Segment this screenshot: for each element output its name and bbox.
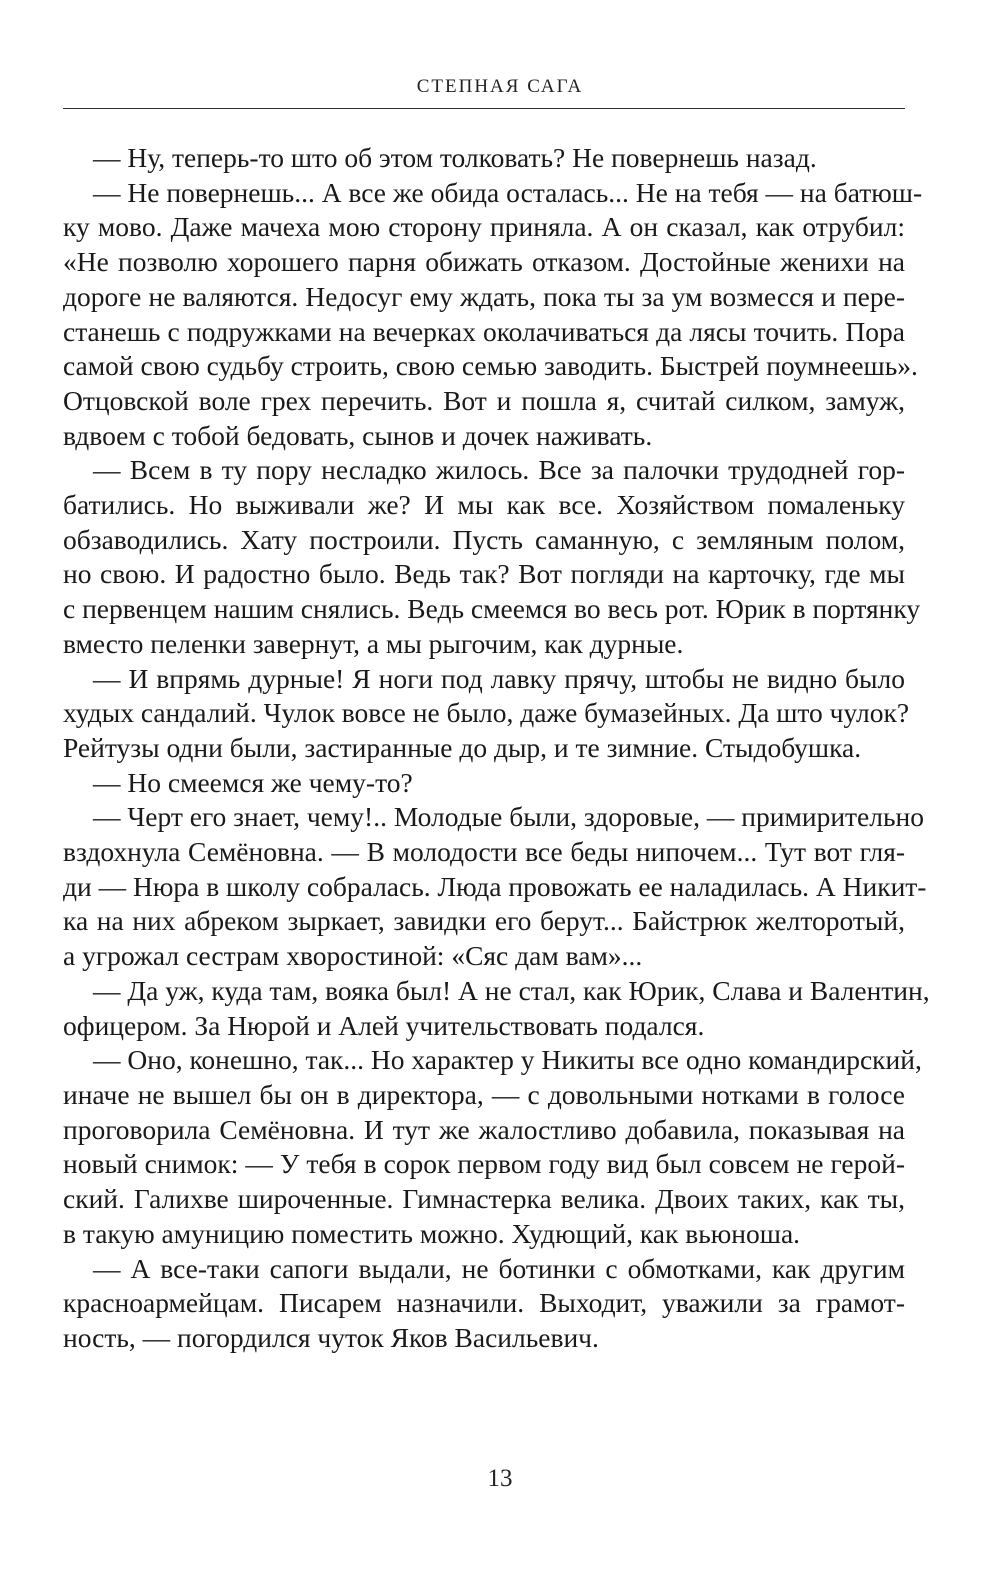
text-line: — Да уж, куда там, вояка был! А не стал, как Юрик, Слава и Валентин, — [93, 974, 930, 1006]
running-title: СТЕПНАЯ САГА — [416, 76, 584, 97]
text-line: иначе не вышел бы он в директора, — с довольными нотками в голосе — [63, 1078, 905, 1110]
paragraph — [63, 141, 905, 176]
text-line: красноармейцам. Писарем назначили. Выходит, уважили за грамот- — [63, 1287, 905, 1319]
text-line: — И впрямь дурные! Я ноги под лавку прячу, штобы не видно было — [93, 662, 905, 694]
text-line: дороге не валяются. Недосуг ему ждать, пока ты за ум возмесся и пере- — [63, 280, 905, 312]
text-line: с первенцем нашим снялись. Ведь смеемся во весь рот. Юрик в портянку — [63, 593, 921, 625]
paragraph — [63, 800, 927, 974]
text-line: ди — Нюра в школу собралась. Люда провожать ее наладилась. А Никит- — [63, 870, 927, 902]
text-line: — Не повернешь... А все же обида осталась... Не на тебя — на батюш- — [93, 176, 923, 208]
text-line: — Оно, конешно, так... Но характер у Никиты все одно командирский, — [93, 1044, 922, 1076]
paragraph — [63, 176, 923, 454]
paragraph — [63, 453, 921, 661]
text-line: станешь с подружками на вечерках околачиваться да лясы точить. Пора — [63, 315, 905, 347]
text-line: «Не позволю хорошего парня обижать отказом. Достойные женихи на — [63, 246, 905, 278]
paragraph — [63, 1043, 922, 1251]
text-line: Рейтузы одни были, застиранные до дыр, и те зимние. Стыдобушка. — [63, 731, 862, 763]
paragraph — [63, 766, 905, 801]
text-line: обзаводились. Хату построили. Пусть саманную, с земляным полом, — [63, 523, 905, 555]
text-line: ский. Галихве широченные. Гимнастерка велика. Двоих таких, как ты, — [63, 1183, 905, 1215]
paragraph — [63, 1252, 905, 1356]
page-number: 13 — [487, 1465, 513, 1492]
text-line: — Всем в ту пору несладко жилось. Все за палочки трудодней гор- — [93, 454, 905, 486]
text-line: в такую амуницию поместить можно. Худющий, как вьюноша. — [63, 1217, 801, 1249]
text-line: батились. Но выживали же? И мы как все. Хозяйством помаленьку — [63, 489, 905, 521]
body-text — [63, 141, 930, 1356]
text-line: но свою. И радостно было. Ведь так? Вот погляди на карточку, где мы — [63, 558, 905, 590]
header-rule — [63, 108, 905, 109]
text-line: — Ну, теперь-то што об этом толковать? Не повернешь назад. — [93, 142, 817, 173]
text-line: самой свою судьбу строить, свою семью заводить. Быстрей поумнеешь». — [63, 350, 918, 382]
paragraph — [63, 974, 930, 1043]
text-line: вместо пеленки завернут, а мы рыгочим, как дурные. — [63, 627, 684, 659]
text-line: ность, — погордился чуток Яков Васильевич. — [63, 1321, 599, 1353]
text-line: — А все-таки сапоги выдали, не ботинки с обмотками, как другим — [93, 1252, 905, 1284]
text-line: проговорила Семёновна. И тут же жалостливо добавила, показывая на — [63, 1113, 905, 1145]
paragraph — [63, 662, 910, 766]
text-line: — Черт его знает, чему!.. Молодые были, здоровые, — примирительно — [93, 801, 924, 833]
text-line: худых сандалий. Чулок вовсе не было, даже бумазейных. Да што чулок? — [63, 697, 910, 729]
text-line: Отцовской воле грех перечить. Вот и пошла я, считай силком, замуж, — [63, 384, 905, 416]
text-line: новый снимок: — У тебя в сорок первом году вид был совсем не герой- — [63, 1148, 905, 1180]
text-line: вдвоем с тобой бедовать, сынов и дочек наживать. — [63, 419, 653, 451]
text-line: — Но смеемся же чему-то? — [93, 766, 413, 798]
text-line: ку мово. Даже мачеха мою сторону приняла. А он сказал, как отрубил: — [63, 211, 905, 243]
text-line: вздохнула Семёновна. — В молодости все беды нипочем... Тут вот гля- — [63, 836, 905, 868]
text-line: ка на них абреком зыркает, завидки его берут... Байстрюк желторотый, — [63, 905, 905, 937]
text-line: офицером. За Нюрой и Алей учительствовать подался. — [63, 1009, 705, 1041]
text-line: а угрожал сестрам хворостиной: «Сяс дам вам»... — [63, 940, 643, 972]
